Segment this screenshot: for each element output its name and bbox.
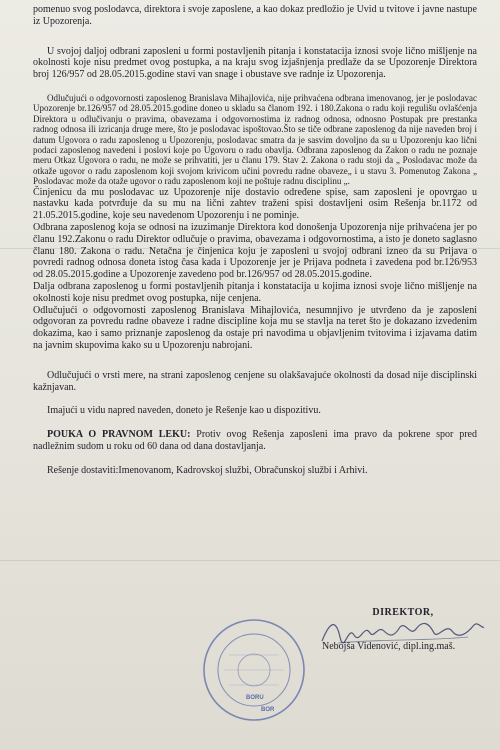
paragraph-responsibility-established: Odlučujući o odgovornosti zaposlenog Branislava Mihajlovića, nesumnjivo je utvrđeno da je zaposleni odgovoran za povredu radne obaveze i radne discipline koja mu se stavlja na teret što je dokazano izvedenim dokazima, kao i samo priznanje zaposlenog da ostaje pri navodima u objavljenim tvitovima i izjavama datim na javnim skupovima kako su u Upozorenju nabrojani. — [33, 304, 477, 351]
paragraph-director-exclusion: Odbrana zaposlenog koja se odnosi na izuzimanje Direktora kod donošenja Upozorenja nije prihvaćena jer po članu 192.Zakonu o radu Direktor odlučuje o pravima, obavezama i odgovornostima, a isto je doneto saglasno članu 180. Zakona o radu. Netačna je činjenica koju je zaposleni u svojoj odbrani izneo da su Prijava o povredi radnog odnosa doneta istog časa kada i Upozorenje jer je Prijava podneta i zavedena pod br.126/953 od 28.05.2015.godine a Upozorenje zavedeno pod br.126/957 od 28.05.2015.godine. — [33, 222, 477, 281]
paragraph-further-defense: Dalja odbrana zaposlenog u formi postavljenih pitanja i konstatacija u kojima iznosi svoje lično mišljenje na okolnosti koje nisu predmet ovog postupka, nije cenjena. — [33, 281, 477, 304]
legal-remedy-text: Protiv ovog Rešenja zaposleni ima pravo da pokrene spor pred nadležnim sudom u roku od 60 dana od dana dostavljanja. — [33, 429, 477, 452]
paragraph-legal-remedy — [33, 429, 477, 453]
director-name: Nebojša Videnović, dipl.ing.maš. — [322, 641, 456, 652]
document-body — [33, 4, 477, 477]
paragraph-documents: Činjenicu da mu poslodavac uz Upozorenje nije dostavio određene spise, sam zaposleni je opovrgao u nastavku kada potvrđuje da su mu na lični zahtev traženi spisi dostavljeni osim Rešenja br.1172 od 21.05.2015.godine, koje seu navedenom Upozorenju i ne pominje. — [33, 186, 477, 222]
director-title: DIREKTOR, — [372, 607, 434, 618]
paragraph-delivery: Rešenje dostaviti:Imenovanom, Kadrovskoj službi, Obračunskoj službi i Arhivi. — [47, 464, 368, 476]
paragraph-responsibility-decision: Odlučujući o odgovornosti zaposlenog Branislava Mihajlovića, nije prihvaćena odbrana imenovanog, jer je poslodavac Upozorenje br.126/957 od 28.05.2015.godine doneo u skladu sa članom 192. i 180.Zakona o radu koji regulišu ovlašćenja Direktora u odlučivanju o pravima, obavezama i odgovornostima iz radnog odnosa, odnosno Postupak pre prestanka radnog odnosa ili izricanja druge mere, što je poslodavac ispoštovao.Što se tiče odbrane zaposlenog da nije naveden broj i datum Ugovora o radu zaposlenog u Upozorenju, poslodavac smatra da je sasvim dovoljno da su u Upozorenju kao lični podaci zaposlenog navedeni i poslovi koje po Ugovoru o radu obavlja. Odbrana zaposlenog da Zakon o radu ne poznaje meru Otkaz Ugovora o radu, ne može se prihvatiti, jer u članu 179. Stav 2. Zakona o radu stoji da „ Poslodavac može da otkaže ugovor o radu zaposlenom koji svojom krivicom učini povredu radne obaveze„ i u stavu 3. Pomenutog Zakona „ Poslodavac može da otaže ugovor o radu zaposlenom koji ne poštuje radnu disciplinu „. — [33, 92, 477, 187]
paragraph-intro: pomenuo svog poslodavca, direktora i svoje zaposlene, a kao dokaz predložio je Uvid u tvitove i javne nastupe iz Upozorenja. — [33, 4, 477, 27]
official-stamp — [199, 615, 309, 725]
paragraph-mitigating-circumstances: Odlučujući o vrsti mere, na strani zaposlenog cenjene su olakšavajuće okolnosti da dosad nije disciplinski kažnjavan. — [33, 369, 477, 393]
stamp-text-bottom: BOR — [261, 707, 275, 713]
paragraph-defense-opinion: U svojoj daljoj odbrani zaposleni u formi postavljenih pitanja i konstatacija iznosi svoje lično mišljenje na okolnosti koje nisu predmet ovog postupka, a na kraju svog izjašnjenja predlaže da se Upozorenje Direktora broj 126/957 od 28.05.2015.godine stavi van snage i obustave sve radnje iz Upozorenja. — [33, 45, 477, 81]
stamp-text-top: BORU — [246, 695, 264, 701]
paper-fold-line — [0, 560, 500, 561]
director-signature-block — [318, 607, 488, 652]
legal-remedy-label: POUKA O PRAVNOM LEKU: — [47, 429, 191, 441]
paragraph-conclusion: Imajući u vidu napred naveden, doneto je Rešenje kao u dispozitivu. — [47, 405, 321, 417]
